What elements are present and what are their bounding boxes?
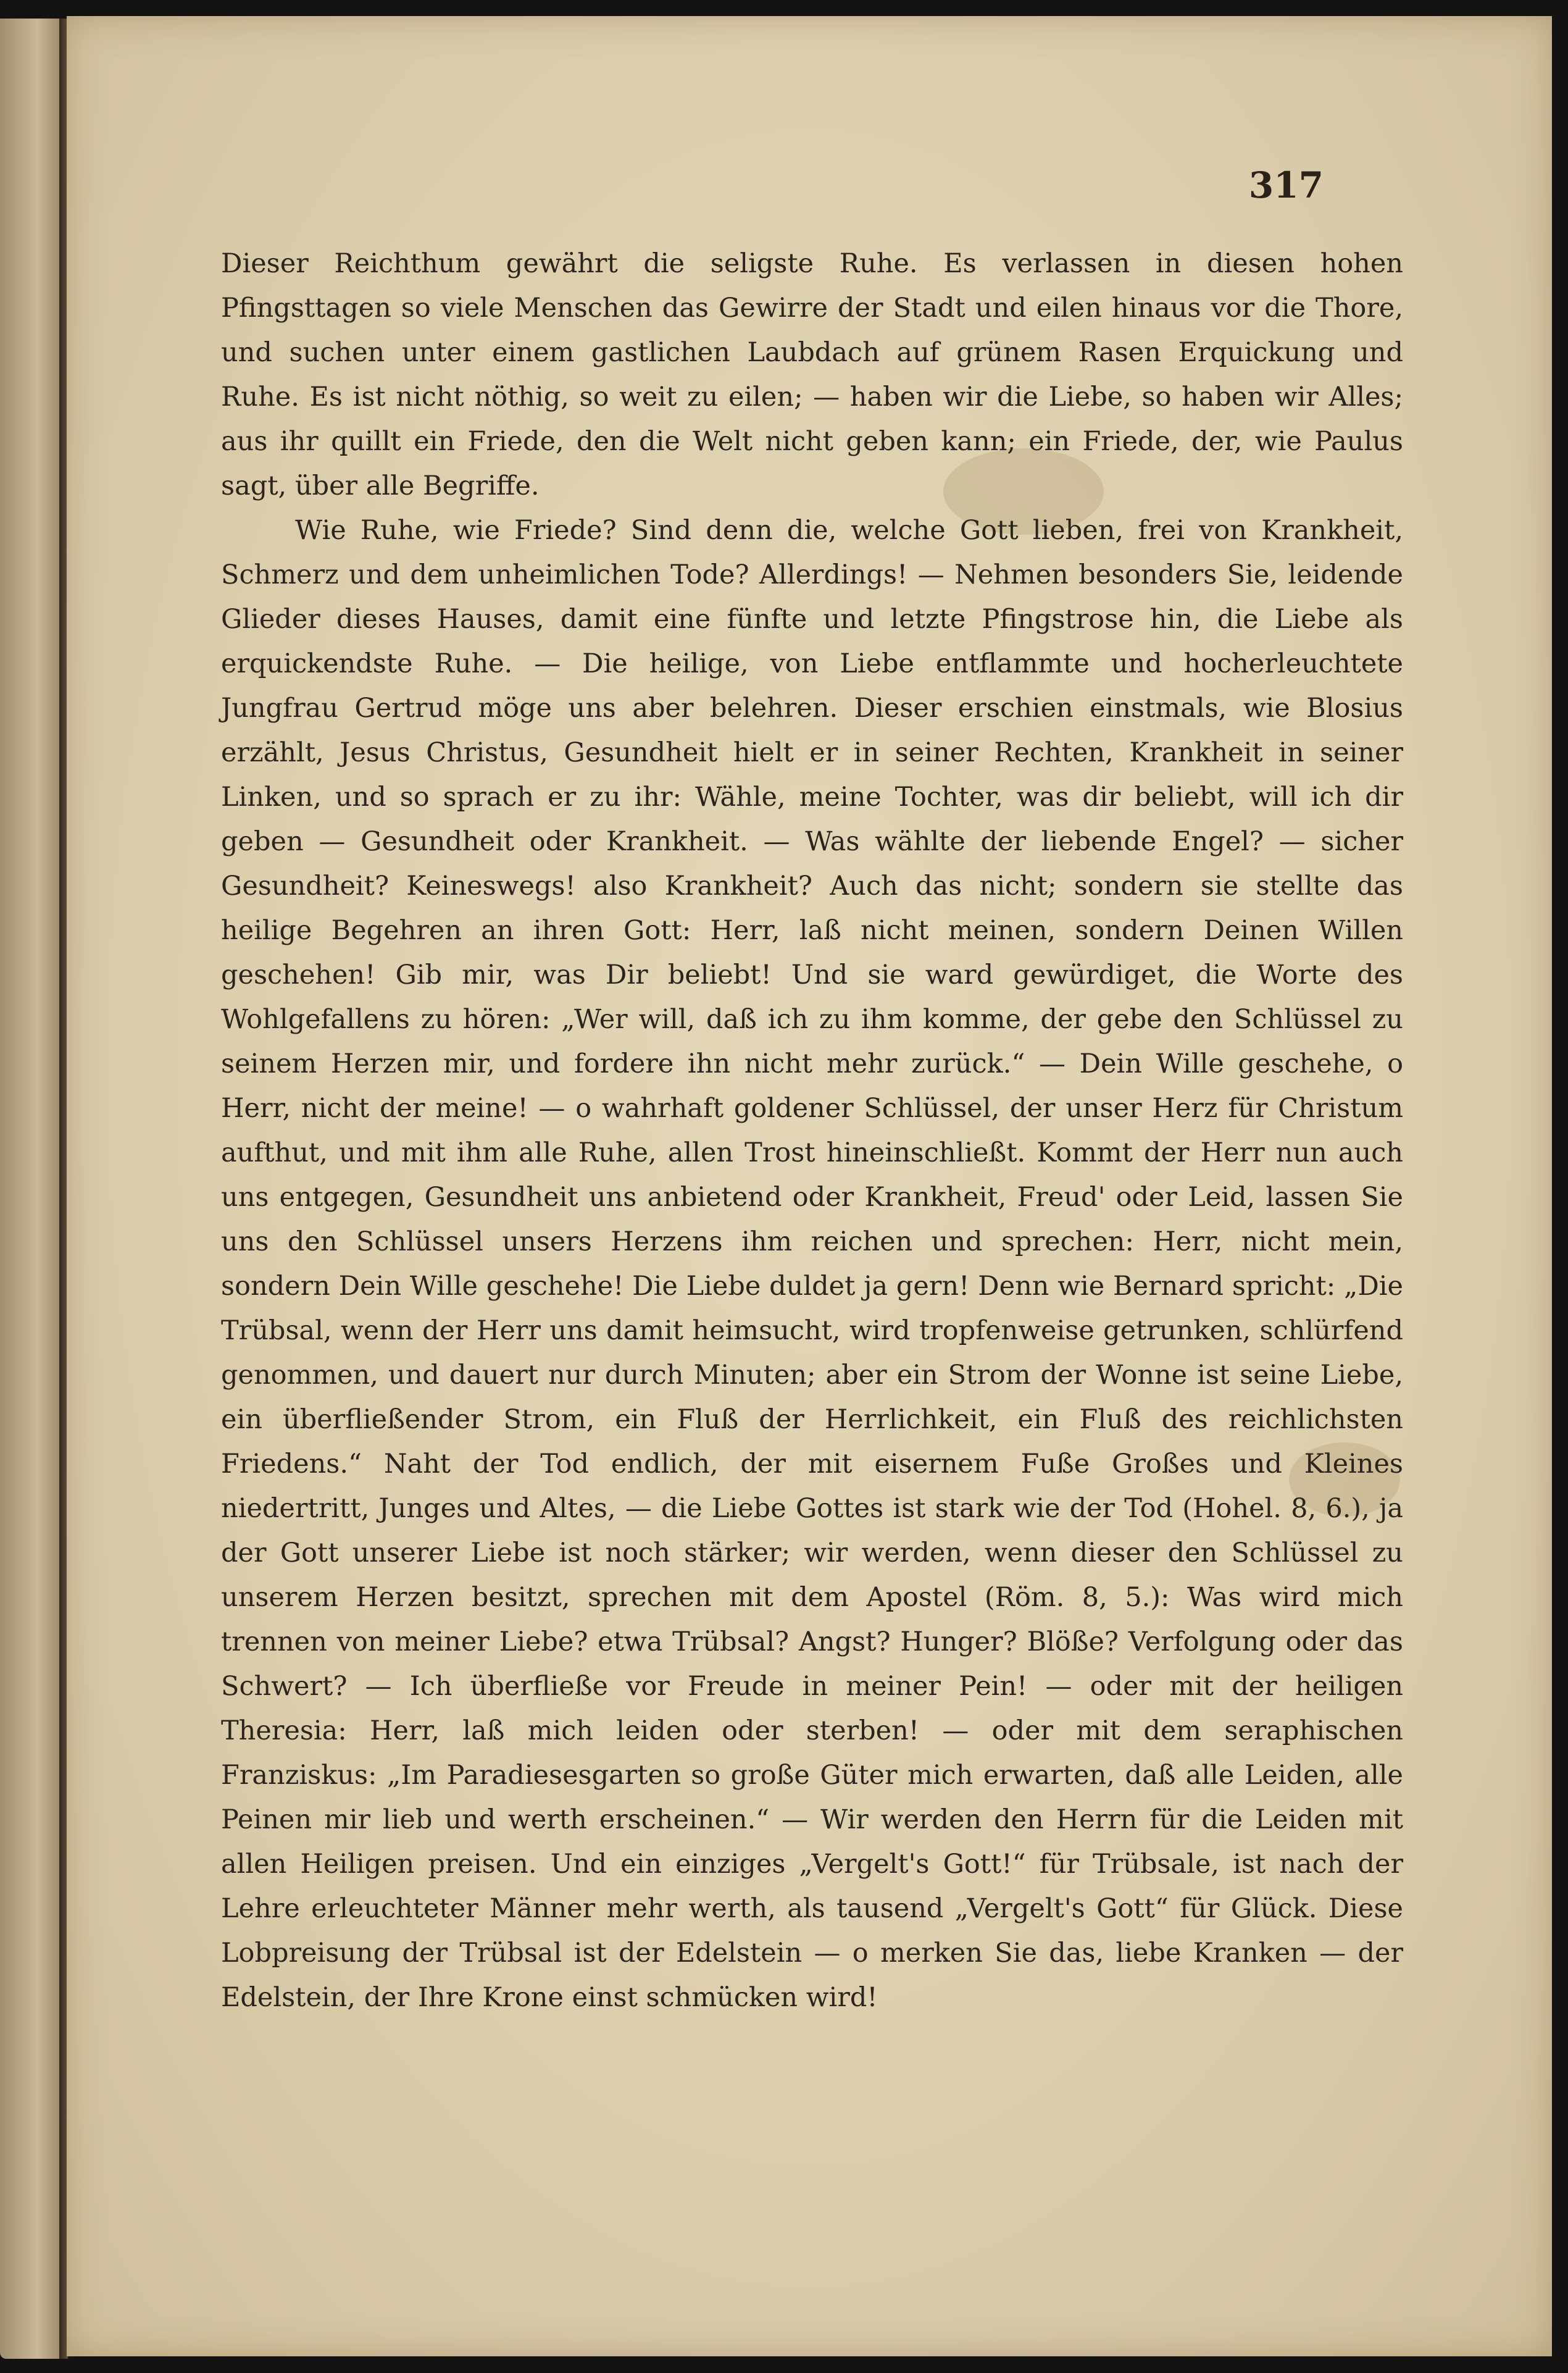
book-page bbox=[67, 16, 1552, 2356]
body-text bbox=[221, 241, 1403, 2020]
previous-page-edge bbox=[0, 19, 68, 2359]
paragraph: Dieser Reichthum gewährt die seligste Ruhe. Es verlassen in diesen hohen Pfingsttagen so viele Menschen das Gewirre der Stadt und eilen hinaus vor die Thore, und suchen unter einem gastlichen Laubdach auf grünem Rasen Erquickung und Ruhe. Es ist nicht nöthig, so weit zu eilen; — haben wir die Liebe, so haben wir Alles; aus ihr quillt ein Friede, den die Welt nicht geben kann; ein Friede, der, wie Paulus sagt, über alle Begriffe. bbox=[221, 248, 1403, 501]
page-number: 317 bbox=[1248, 164, 1324, 206]
paragraph: Wie Ruhe, wie Friede? Sind denn die, welche Gott lieben, frei von Krankheit, Schmerz und dem unheimlichen Tode? Allerdings! — Nehmen besonders Sie, leidende Glieder dieses Hauses, damit eine fünfte und letzte Pfingstrose hin, die Liebe als erquickendste Ruhe. — Die heilige, von Liebe entflammte und hocherleuchtete Jungfrau Gertrud möge uns aber belehren. Dieser erschien einstmals, wie Blosius erzählt, Jesus Christus, Gesundheit hielt er in seiner Rechten, Krankheit in seiner Linken, und so sprach er zu ihr: Wähle, meine Tochter, was dir beliebt, will ich dir geben — Gesundheit oder Krankheit. — Was wählte der liebende Engel? — sicher Gesundheit? Keineswegs! also Krankheit? Auch das nicht; sondern sie stellte das heilige Begehren an ihren Gott: Herr, laß nicht meinen, sondern Deinen Willen geschehen! Gib mir, was Dir beliebt! Und sie ward gewürdiget, die Worte des Wohlgefallens zu hören: „Wer will, daß ich zu ihm komme, der gebe den Schlüssel zu seinem Herzen mir, und fordere ihn nicht mehr zurück.“ — Dein Wille geschehe, o Herr, nicht der meine! — o wahrhaft goldener Schlüssel, der unser Herz für Christum aufthut, und mit ihm alle Ruhe, allen Trost hineinschließt. Kommt der Herr nun auch uns entgegen, Gesundheit uns anbietend oder Krankheit, Freud' oder Leid, lassen Sie uns den Schlüssel unsers Herzens ihm reichen und sprechen: Herr, nicht mein, sondern Dein Wille geschehe! Die Liebe duldet ja gern! Denn wie Bernard spricht: „Die Trübsal, wenn der Herr uns damit heimsucht, wird tropfenweise getrunken, schlürfend genommen, und dauert nur durch Minuten; aber ein Strom der Wonne ist seine Liebe, ein überfließender Strom, ein Fluß der Herrlichkeit, ein Fluß des reichlichsten Friedens.“ Naht der Tod endlich, der mit eisernem Fuße Großes und Kleines niedertritt, Junges und Altes, — die Liebe Gottes ist stark wie der Tod (Hohel. 8, 6.), ja der Gott unserer Liebe ist noch stärker; wir werden, wenn dieser den Schlüssel zu unserem Herzen besitzt, sprechen mit dem Apostel (Röm. 8, 5.): Was wird mich trennen von meiner Liebe? etwa Trübsal? Angst? Hunger? Blöße? Verfolgung oder das Schwert? — Ich überfließe vor Freude in meiner Pein! — oder mit der heiligen Theresia: Herr, laß mich leiden oder sterben! — oder mit dem seraphischen Franziskus: „Im Paradiesesgarten so große Güter mich erwarten, daß alle Leiden, alle Peinen mir lieb und werth erscheinen.“ — Wir werden den Herrn für die Leiden mit allen Heiligen preisen. Und ein einziges „Vergelt's Gott!“ für Trübsale, ist nach der Lehre erleuchteter Männer mehr werth, als tausend „Vergelt's Gott“ für Glück. Diese Lobpreisung der Trübsal ist der Edelstein — o merken Sie das, liebe Kranken — der Edelstein, der Ihre Krone einst schmücken wird! bbox=[221, 515, 1403, 2013]
